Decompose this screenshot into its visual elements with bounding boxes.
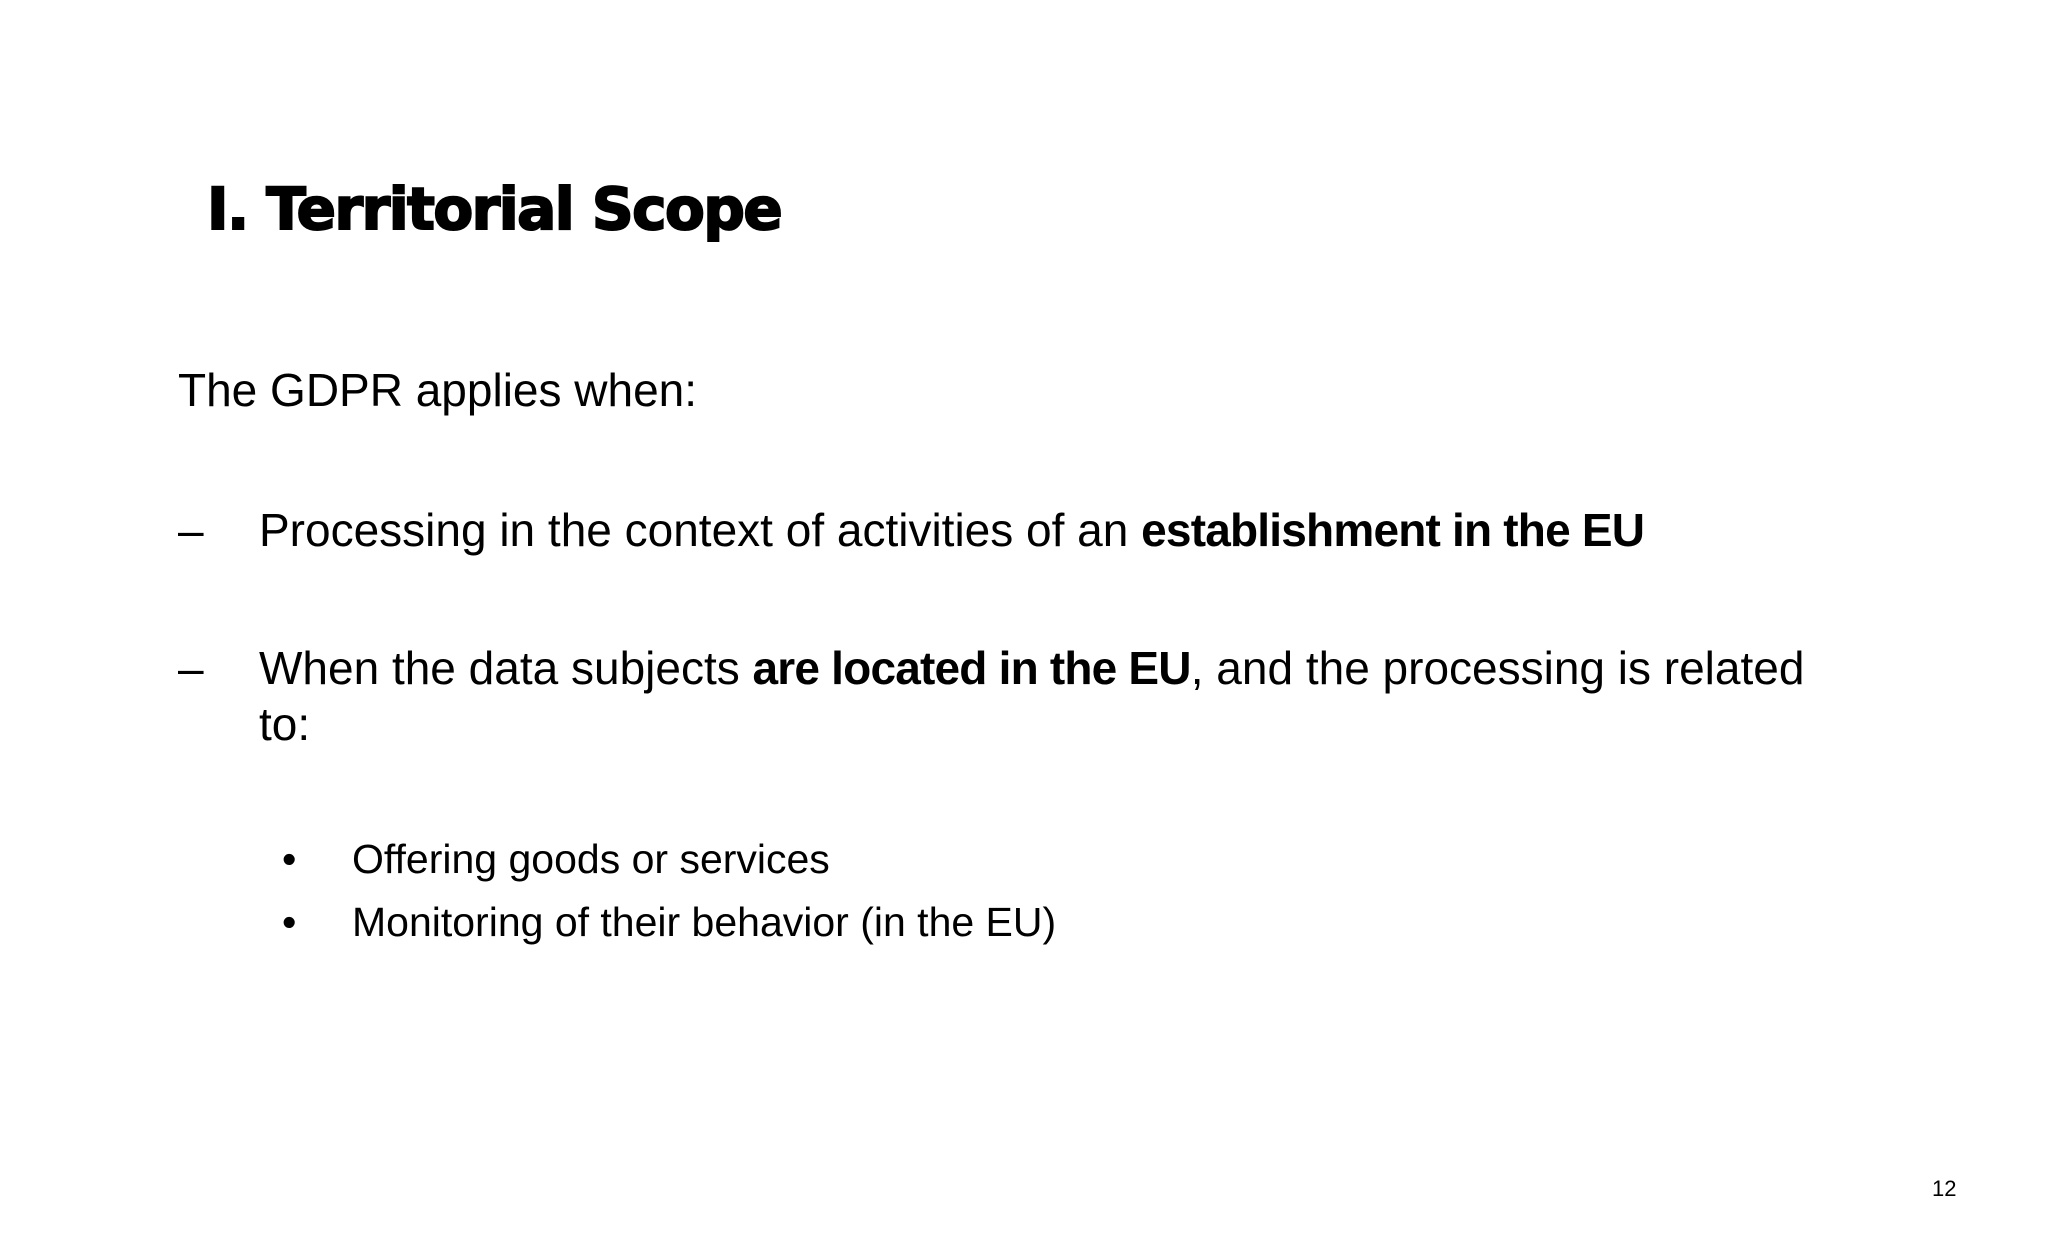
- dash-marker: –: [178, 642, 204, 694]
- page-number: 12: [1932, 1176, 1957, 1201]
- intro-text: The GDPR applies when:: [178, 364, 698, 416]
- dash-item-text-regular: Processing in the context of activities of an: [259, 504, 1142, 556]
- bullet-item-text: Monitoring of their behavior (in the EU): [352, 899, 1057, 945]
- dash-item-text: [259, 502, 1819, 558]
- dash-item-text-bold: establishment in the EU: [1141, 504, 1645, 556]
- bullet-marker: •: [282, 899, 297, 945]
- dash-item-text-regular-end: , and the processing is related to:: [259, 642, 1805, 750]
- dash-marker: –: [178, 504, 204, 556]
- dash-item-text: [259, 640, 1819, 752]
- dash-item-text-bold: are located in the EU: [752, 642, 1191, 694]
- bullet-marker: •: [282, 836, 297, 882]
- slide-title: I. Territorial Scope: [207, 175, 782, 243]
- dash-item-text-regular: When the data subjects: [259, 642, 753, 694]
- bullet-item-text: Offering goods or services: [352, 836, 830, 882]
